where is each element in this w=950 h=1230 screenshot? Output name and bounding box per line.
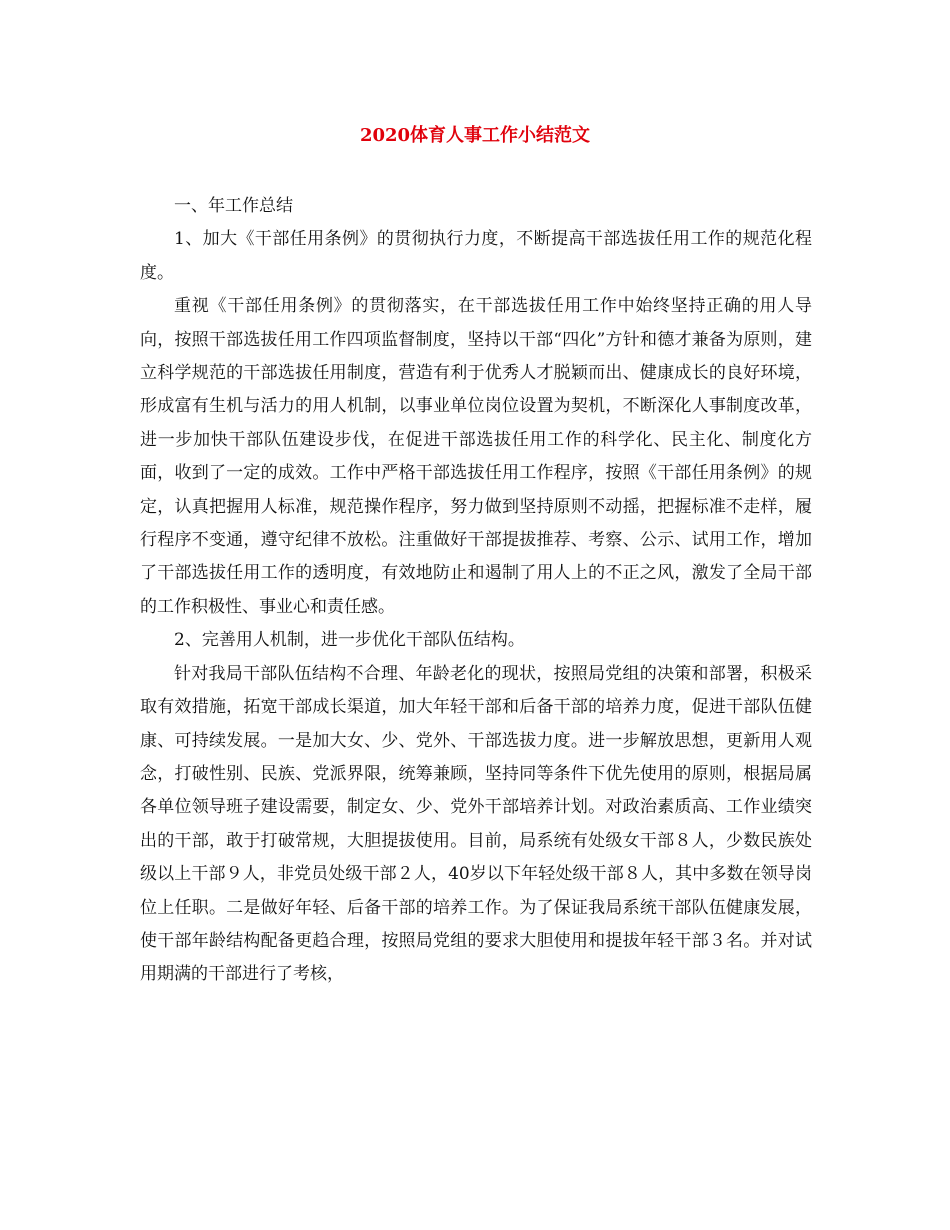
- section-heading: 一、年工作总结: [174, 196, 293, 216]
- subsection-heading: 1、加大《干部任用条例》的贯彻执行力度，不断提高干部选拔任用工作的规范化程度。: [140, 229, 812, 283]
- document-title: 2020体育人事工作小结范文: [359, 125, 591, 146]
- subsection-heading: 2、完善用人机制，进一步优化干部队伍结构。: [174, 630, 525, 651]
- document-body: [140, 190, 812, 992]
- body-paragraph: 针对我局干部队伍结构不合理、年龄老化的现状，按照局党组的决策和部署，积极采取有效措施，拓宽干部成长渠道，加大年轻干部和后备干部的培养力度，促进干部队伍健康、可持续发展。一是加大女、少、党外、干部选拔力度。进一步解放思想，更新用人观念，打破性别、民族、党派界限，统筹兼顾，坚持同等条件下优先使用的原则，根据局属各单位领导班子建设需要，制定女、少、党外干部培养计划。对政治素质高、工作业绩突出的干部，敢于打破常规，大胆提拔使用。目前，局系统有处级女干部８人，少数民族处级以上干部９人，非党员处级干部２人，40岁以下年轻处级干部８人，其中多数在领导岗位上任职。二是做好年轻、后备干部的培养工作。为了保证我局系统干部队伍健康发展，使干部年龄结构配备更趋合理，按照局党组的要求大胆使用和提拔年轻干部３名。并对试用期满的干部进行了考核，: [140, 663, 812, 985]
- body-paragraph: 重视《干部任用条例》的贯彻落实，在干部选拔任用工作中始终坚持正确的用人导向，按照干部选拔任用工作四项监督制度，坚持以干部“四化”方针和德才兼备为原则，建立科学规范的干部选拔任用制度，营造有利于优秀人才脱颖而出、健康成长的良好环境，形成富有生机与活力的用人机制，以事业单位岗位设置为契机，不断深化人事制度改革，进一步加快干部队伍建设步伐，在促进干部选拔任用工作的科学化、民主化、制度化方面，收到了一定的成效。工作中严格干部选拔任用工作程序，按照《干部任用条例》的规定，认真把握用人标准，规范操作程序，努力做到坚持原则不动摇，把握标准不走样，履行程序不变通，遵守纪律不放松。注重做好干部提拔推荐、考察、公示、试用工作，增加了干部选拔任用工作的透明度，有效地防止和遏制了用人上的不正之风，激发了全局干部的工作积极性、事业心和责任感。: [140, 296, 812, 617]
